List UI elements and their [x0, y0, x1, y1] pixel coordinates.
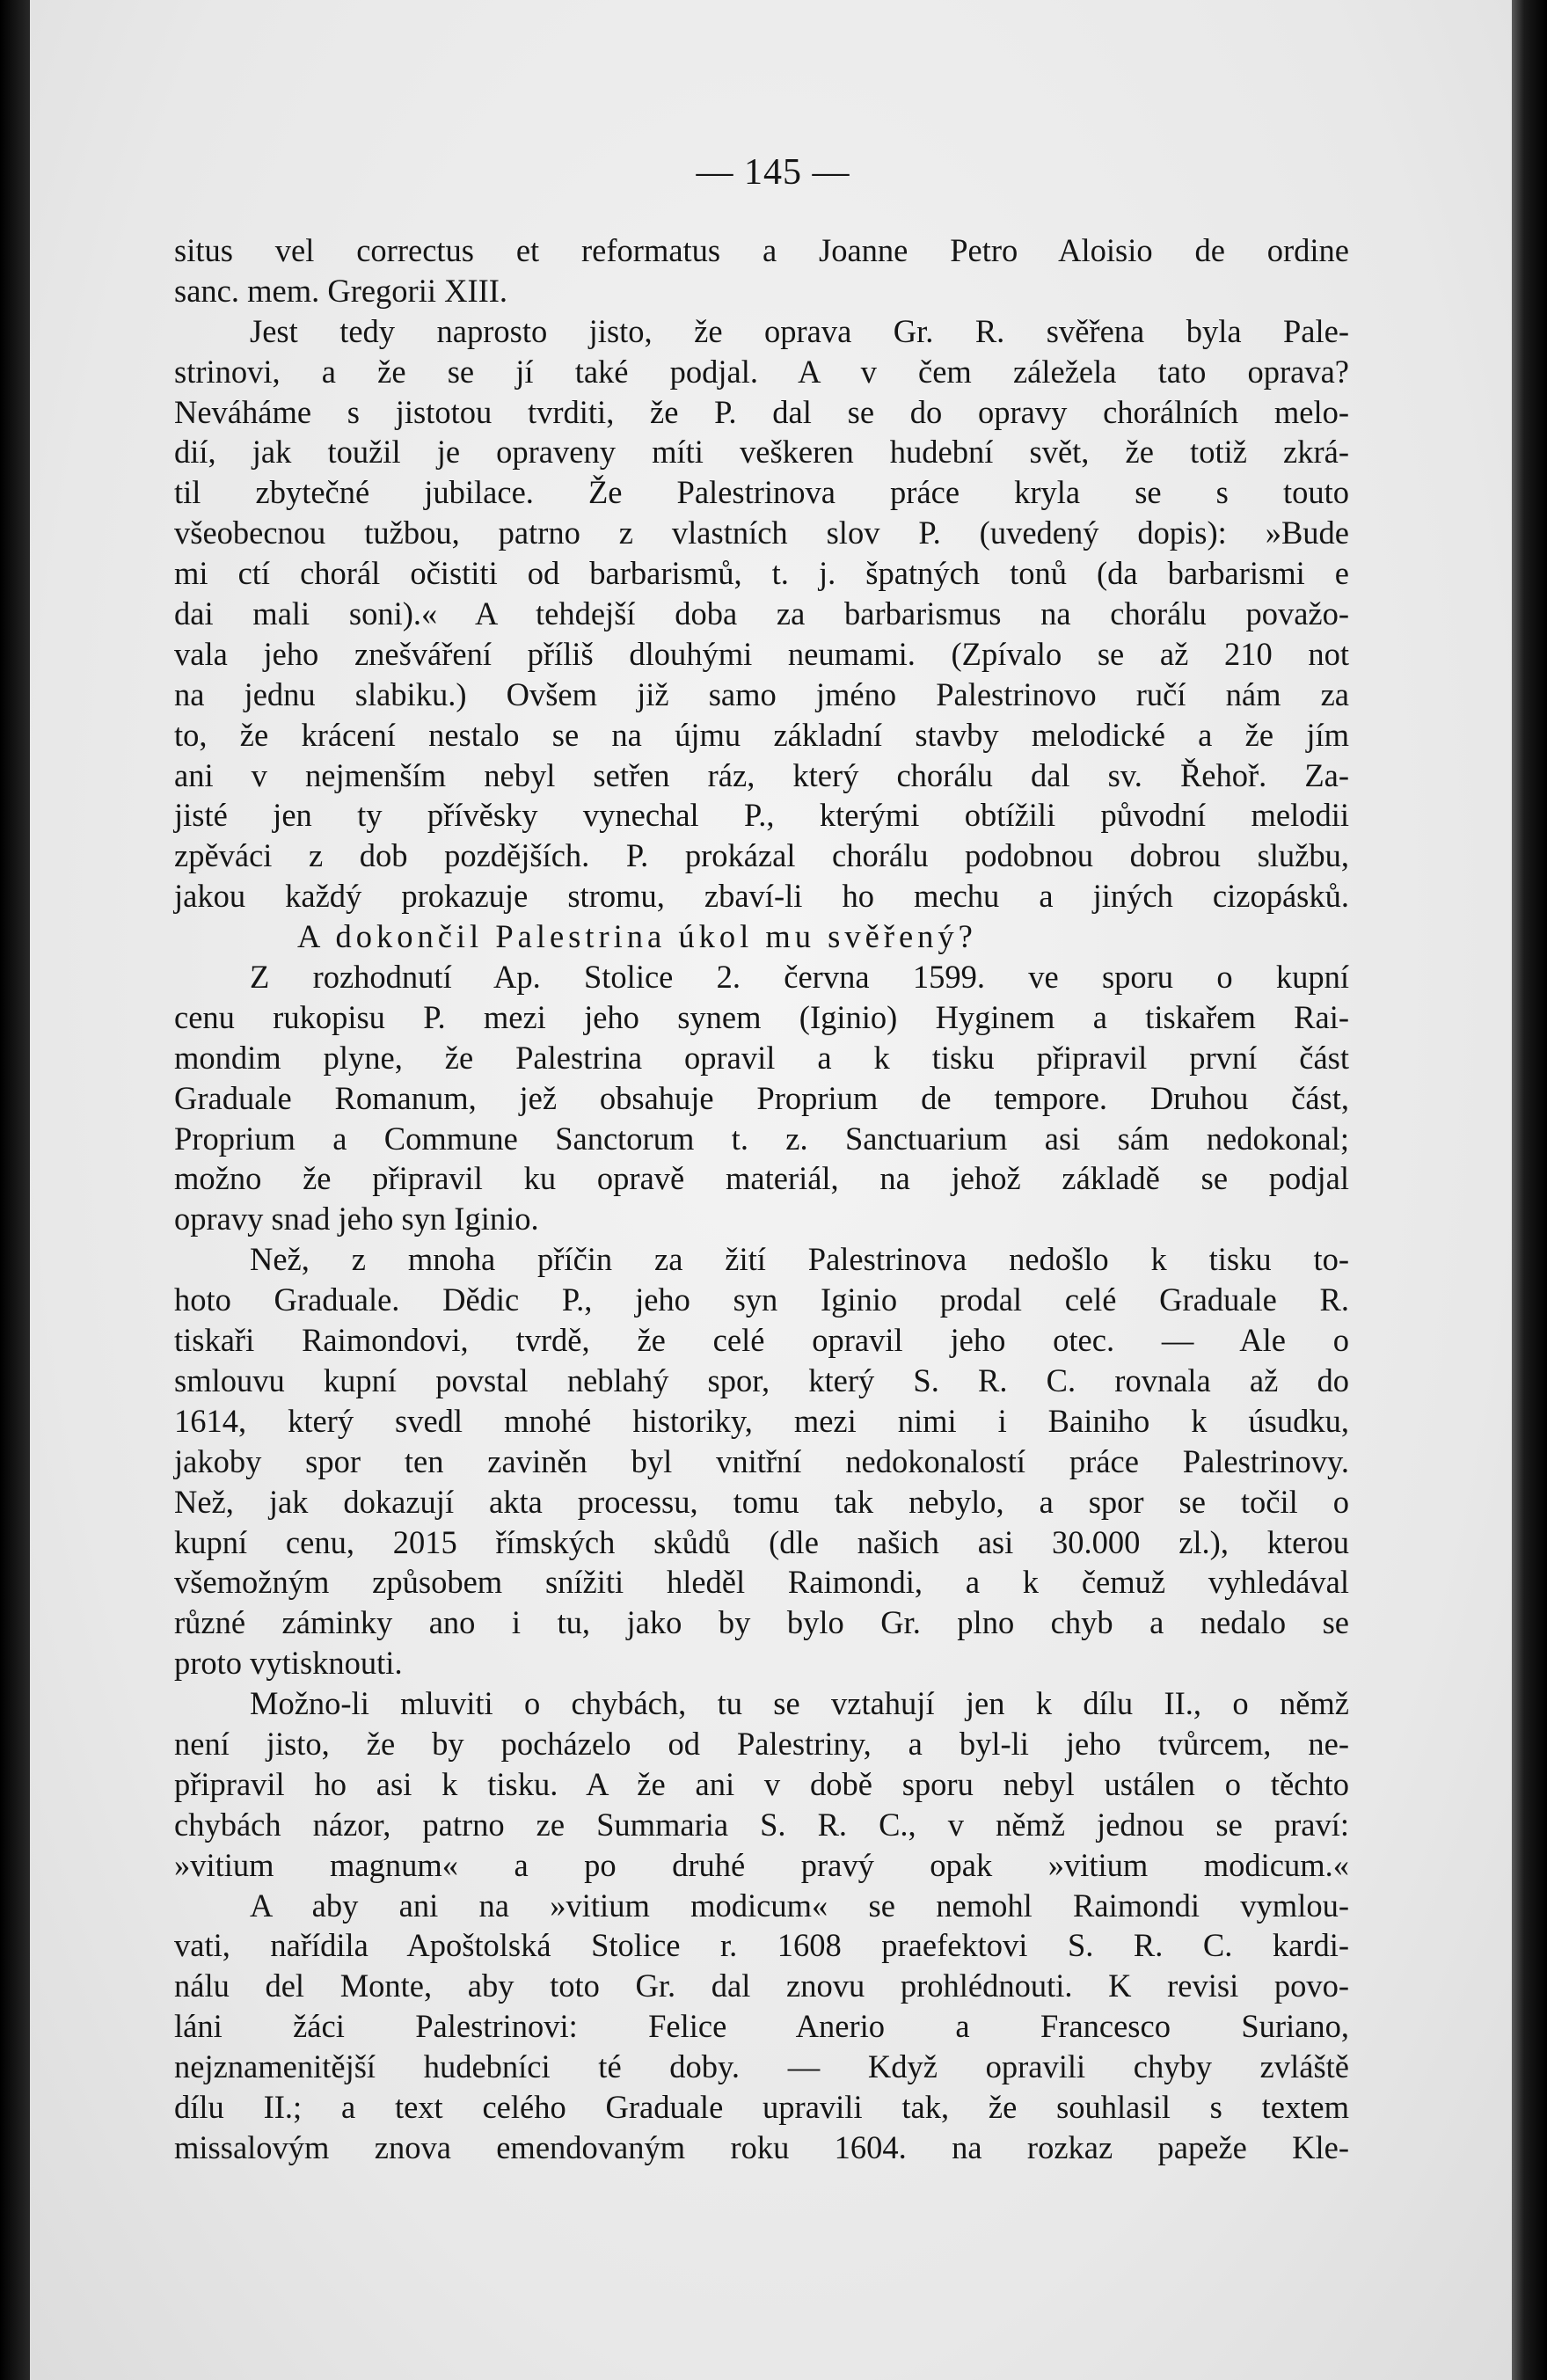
text-line: hoto Graduale. Dědic P., jeho syn Iginio prodal celé Graduale R.: [174, 1281, 1349, 1318]
text-line: Graduale Romanum, jež obsahuje Proprium de tempore. Druhou část,: [174, 1079, 1349, 1116]
text-line: všemožným způsobem snížiti hleděl Raimondi, a k čemuž vyhledával: [174, 1564, 1349, 1601]
text-line: to, že krácení nestalo se na újmu základní stavby melodické a že jím: [174, 716, 1349, 753]
text-line: til zbytečné jubilace. Že Palestrinova práce kryla se s touto: [174, 474, 1349, 511]
text-line: dai mali soni).« A tehdejší doba za barbarismus na chorálu považo-: [174, 595, 1349, 632]
scan-border-right: [1512, 0, 1547, 2380]
text-line: Než, jak dokazují akta processu, tomu tak nebylo, a spor se točil o: [174, 1483, 1349, 1520]
text-line: vala jeho znešváření příliš dlouhými neumami. (Zpívalo se až 210 not: [174, 635, 1349, 672]
text-line: vati, nařídila Apoštolská Stolice r. 1608 praefektovi S. R. C. kardi-: [174, 1927, 1349, 1964]
text-line: dílu II.; a text celého Graduale upravili tak, že souhlasil s textem: [174, 2088, 1349, 2125]
page-number: — 145 —: [696, 152, 850, 193]
text-line: láni žáci Palestrinovi: Felice Anerio a Francesco Suriano,: [174, 2008, 1349, 2045]
text-line: missalovým znova emendovaným roku 1604. na rozkaz papeže Kle-: [174, 2128, 1349, 2165]
text-line: není jisto, že by pocházelo od Palestriny, a byl-li jeho tvůrcem, ne-: [174, 1725, 1349, 1762]
text-line: zpěváci z dob pozdějších. P. prokázal chorálu podobnou dobrou službu,: [174, 837, 1349, 874]
text-line: jisté jen ty přívěsky vynechal P., kterými obtížili původní melodii: [174, 797, 1349, 834]
text-line: strinovi, a že se jí také podjal. A v čem záležela tato oprava?: [174, 353, 1349, 390]
text-line: nálu del Monte, aby toto Gr. dal znovu prohlédnouti. K revisi povo-: [174, 1968, 1349, 2004]
text-line: cenu rukopisu P. mezi jeho synem (Iginio) Hyginem a tiskařem Rai-: [174, 998, 1349, 1035]
text-line: dií, jak toužil je opraveny míti veškeren hudební svět, že totiž zkrá-: [174, 434, 1349, 471]
text-line: Proprium a Commune Sanctorum t. z. Sanctuarium asi sám nedokonal;: [174, 1120, 1349, 1157]
text-line: jakoby spor ten zaviněn byl vnitřní nedokonalostí práce Palestrinovy.: [174, 1442, 1349, 1479]
text-line: kupní cenu, 2015 římských skůdů (dle našich asi 30.000 zl.), kterou: [174, 1523, 1349, 1560]
text-line: »vitium magnum« a po druhé pravý opak »vitium modicum.«: [174, 1846, 1349, 1883]
text-line: sanc. mem. Gregorii XIII.: [174, 272, 508, 309]
text-line: tiskaři Raimondovi, tvrdě, že celé opravil jeho otec. — Ale o: [174, 1322, 1349, 1359]
text-line: smlouvu kupní povstal neblahý spor, který S. R. C. rovnala až do: [174, 1362, 1349, 1398]
text-line: možno že připravil ku opravě materiál, na jehož základě se podjal: [174, 1160, 1349, 1197]
text-line: ani v nejmenším nebyl setřen ráz, který chorálu dal sv. Řehoř. Za-: [174, 756, 1349, 793]
text-line: 1614, který svedl mnohé historiky, mezi nimi i Bainiho k úsudku,: [174, 1402, 1349, 1439]
text-line: A dokončil Palestrina úkol mu svěřený?: [297, 918, 977, 955]
text-line: Neváháme s jistotou tvrditi, že P. dal se do opravy chorálních melo-: [174, 393, 1349, 430]
text-line: situs vel correctus et reformatus a Joanne Petro Aloisio de ordine: [174, 232, 1349, 268]
text-line: různé záminky ano i tu, jako by bylo Gr. plno chyb a nedalo se: [174, 1604, 1349, 1641]
scan-border-left: [0, 0, 32, 2380]
text-line: mondim plyne, že Palestrina opravil a k tisku připravil první část: [174, 1039, 1349, 1076]
text-line: Než, z mnoha příčin za žití Palestrinova nedošlo k tisku to-: [250, 1241, 1349, 1278]
text-line: Možno-li mluviti o chybách, tu se vztahují jen k dílu II., o němž: [250, 1685, 1349, 1722]
body-text: [174, 230, 1349, 2168]
text-line: proto vytisknouti.: [174, 1645, 403, 1682]
text-line: jakou každý prokazuje stromu, zbaví-li ho mechu a jiných cizopásků.: [174, 878, 1349, 915]
text-line: A aby ani na »vitium modicum« se nemohl Raimondi vymlou-: [250, 1887, 1349, 1924]
text-line: všeobecnou tužbou, patrno z vlastních slov P. (uvedený dopis): »Bude: [174, 515, 1349, 551]
text-line: nejznamenitější hudebníci té doby. — Když opravili chyby zvláště: [174, 2048, 1349, 2085]
text-line: opravy snad jeho syn Iginio.: [174, 1201, 539, 1237]
text-line: Z rozhodnutí Ap. Stolice 2. června 1599. ve sporu o kupní: [250, 959, 1349, 996]
text-line: mi ctí chorál očistiti od barbarismů, t. j. špatných tonů (da barbarismi e: [174, 555, 1349, 592]
text-line: připravil ho asi k tisku. A že ani v době sporu nebyl ustálen o těchto: [174, 1765, 1349, 1802]
text-line: Jest tedy naprosto jisto, že oprava Gr. R. svěřena byla Pale-: [250, 312, 1349, 349]
book-page: [30, 0, 1516, 2380]
text-line: na jednu slabiku.) Ovšem již samo jméno Palestrinovo ručí nám za: [174, 675, 1349, 712]
text-line: chybách názor, patrno ze Summaria S. R. C., v němž jednou se praví:: [174, 1806, 1349, 1843]
